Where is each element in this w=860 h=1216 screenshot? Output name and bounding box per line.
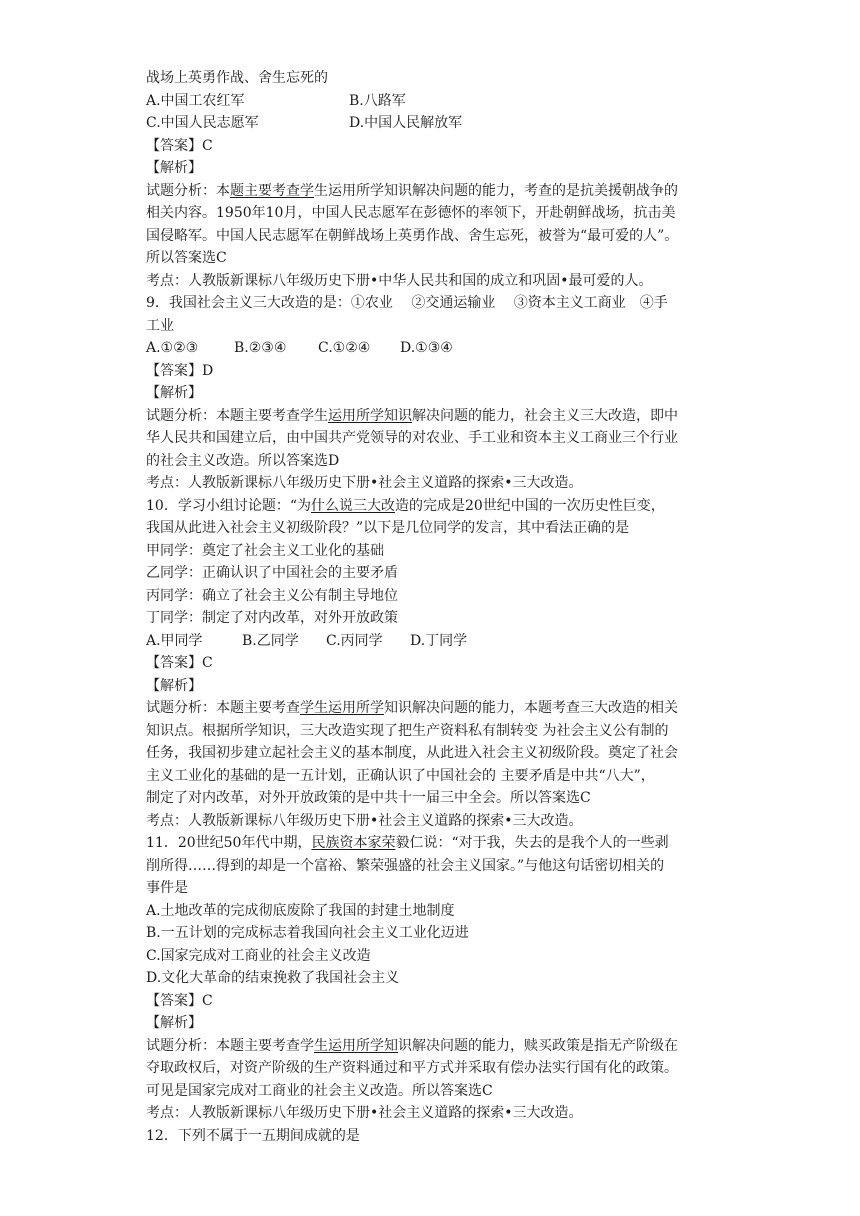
q11-option-b: B.一五计划的完成标志着我国向社会主义工业化迈进 xyxy=(146,925,469,941)
q11-stem-line: 事件是 xyxy=(146,880,188,896)
q8-analysis-line: 相关内容。1950年10月，中国人民志愿军在彭德怀的率领下，开赴朝鲜战场，抗击美 xyxy=(146,205,676,221)
q10-analysis-line: 主义工业化的基础的是一五计划，正确认识了中国社会的 主要矛盾是中共“八大”， xyxy=(146,767,655,784)
q8-option-d: D.中国人民解放军 xyxy=(349,115,463,131)
q8-options-row-1 xyxy=(146,90,721,113)
q8-analysis-line: 所以答案选C xyxy=(146,250,227,266)
q10-option-a: A.甲同学 xyxy=(146,632,203,649)
q9-kaodian: 考点：人教版新课标八年级历史下册•社会主义道路的探索•三大改造。 xyxy=(146,475,583,491)
q10-option-c: C.丙同学 xyxy=(326,632,383,649)
q10-analysis-line: 任务，我国初步建立起社会主义的基本制度，从此进入社会主义初级阶段。奠定了社会 xyxy=(146,745,678,761)
document-page xyxy=(146,67,721,1147)
q10-options xyxy=(146,630,721,653)
q10-analysis-heading: 【解析】 xyxy=(146,677,202,694)
q10-answer: 【答案】C xyxy=(146,655,213,671)
q9-option-b: B.②③④ xyxy=(234,340,287,356)
q9-analysis-line: 的社会主义改造。所以答案选D xyxy=(146,452,340,469)
q10-option-b: B.乙同学 xyxy=(242,632,299,649)
q11-stem-line: 11．20世纪50年代中期，民族资本家荣毅仁说：“对于我，失去的是我个人的一些剥 xyxy=(146,835,669,851)
q10-speaker-bing: 丙同学：确立了社会主义公有制主导地位 xyxy=(146,587,398,604)
q9-answer: 【答案】D xyxy=(146,362,214,379)
q8-option-a: A.中国工农红军 xyxy=(146,92,245,109)
q9-analysis-heading: 【解析】 xyxy=(146,385,202,401)
q10-speaker-ding: 丁同学：制定了对内改革，对外开放政策 xyxy=(146,610,398,626)
q8-answer: 【答案】C xyxy=(146,137,213,154)
q11-option-c: C.国家完成对工商业的社会主义改造 xyxy=(146,947,371,964)
q11-analysis-line: 可见是国家完成对工商业的社会主义改造。所以答案选C xyxy=(146,1082,493,1099)
q10-kaodian: 考点：人教版新课标八年级历史下册•社会主义道路的探索•三大改造。 xyxy=(146,812,583,829)
q11-option-d: D.文化大革命的结束挽救了我国社会主义 xyxy=(146,970,400,986)
q8-option-c: C.中国人民志愿军 xyxy=(146,115,259,131)
q8-analysis-line: 国侵略军。中国人民志愿军在朝鲜战场上英勇作战、舍生忘死，被誉为“最可爱的人”。 xyxy=(146,227,679,244)
q8-options-row-2 xyxy=(146,112,721,135)
q9-analysis-line: 华人民共和国建立后，由中国共产党领导的对农业、手工业和资本主义工商业三个行业 xyxy=(146,430,678,446)
q11-stem-line: 削所得……得到的却是一个富裕、繁荣强盛的社会主义国家。”与他这句话密切相关的 xyxy=(146,857,665,874)
q9-option-a: A.①②③ xyxy=(146,340,199,356)
q9-stem-line: 工业 xyxy=(146,317,174,334)
q8-analysis-line: 试题分析：本题主要考查学生运用所学知识解决问题的能力，考查的是抗美援朝战争的 xyxy=(146,182,678,199)
q11-analysis-line: 夺取政权后，对资产阶级的生产资料通过和平方式并采取有偿办法实行国有化的政策。 xyxy=(146,1060,678,1076)
q10-speaker-jia: 甲同学：奠定了社会主义工业化的基础 xyxy=(146,542,384,559)
q10-speaker-yi: 乙同学：正确认识了中国社会的主要矛盾 xyxy=(146,565,398,581)
q8-option-b: B.八路军 xyxy=(349,92,406,109)
q8-analysis-heading: 【解析】 xyxy=(146,160,202,176)
q11-analysis-line: 试题分析：本题主要考查学生运用所学知识解决问题的能力，赎买政策是指无产阶级在 xyxy=(146,1037,678,1054)
q10-analysis-line: 制定了对内改革，对外开放政策的是中共十一届三中全会。所以答案选C xyxy=(146,790,591,806)
q12-stem: 12．下列不属于一五期间成就的是 xyxy=(146,1127,360,1144)
q11-option-a: A.土地改革的完成彻底废除了我国的封建土地制度 xyxy=(146,902,455,919)
q9-option-d: D.①③④ xyxy=(400,340,453,356)
q11-analysis-heading: 【解析】 xyxy=(146,1015,202,1031)
q9-stem-line: 9．我国社会主义三大改造的是：①农业 ②交通运输业 ③资本主义工商业 ④手 xyxy=(146,295,668,311)
q10-stem-line: 我国从此进入社会主义初级阶段？”以下是几位同学的发言，其中看法正确的是 xyxy=(146,520,630,536)
q9-options xyxy=(146,337,721,360)
q8-kaodian: 考点：人教版新课标八年级历史下册•中华人民共和国的成立和巩固•最可爱的人。 xyxy=(146,272,653,289)
q8-stem-tail: 战场上英勇作战、舍生忘死的 xyxy=(146,70,328,86)
q11-answer: 【答案】C xyxy=(146,992,213,1009)
q10-analysis-line: 知识点。根据所学知识，三大改造实现了把生产资料私有制转变 为社会主义公有制的 xyxy=(146,722,669,739)
q9-analysis-line: 试题分析：本题主要考查学生运用所学知识解决问题的能力，社会主义三大改造，即中 xyxy=(146,407,678,424)
q9-option-c: C.①②④ xyxy=(318,340,371,356)
q11-kaodian: 考点：人教版新课标八年级历史下册•社会主义道路的探索•三大改造。 xyxy=(146,1105,583,1121)
q10-stem-line: 10．学习小组讨论题：“为什么说三大改造的完成是20世纪中国的一次历史性巨变， xyxy=(146,497,665,514)
q10-analysis-line: 试题分析：本题主要考查学生运用所学知识解决问题的能力，本题考查三大改造的相关 xyxy=(146,700,678,716)
q10-option-d: D.丁同学 xyxy=(410,632,468,649)
